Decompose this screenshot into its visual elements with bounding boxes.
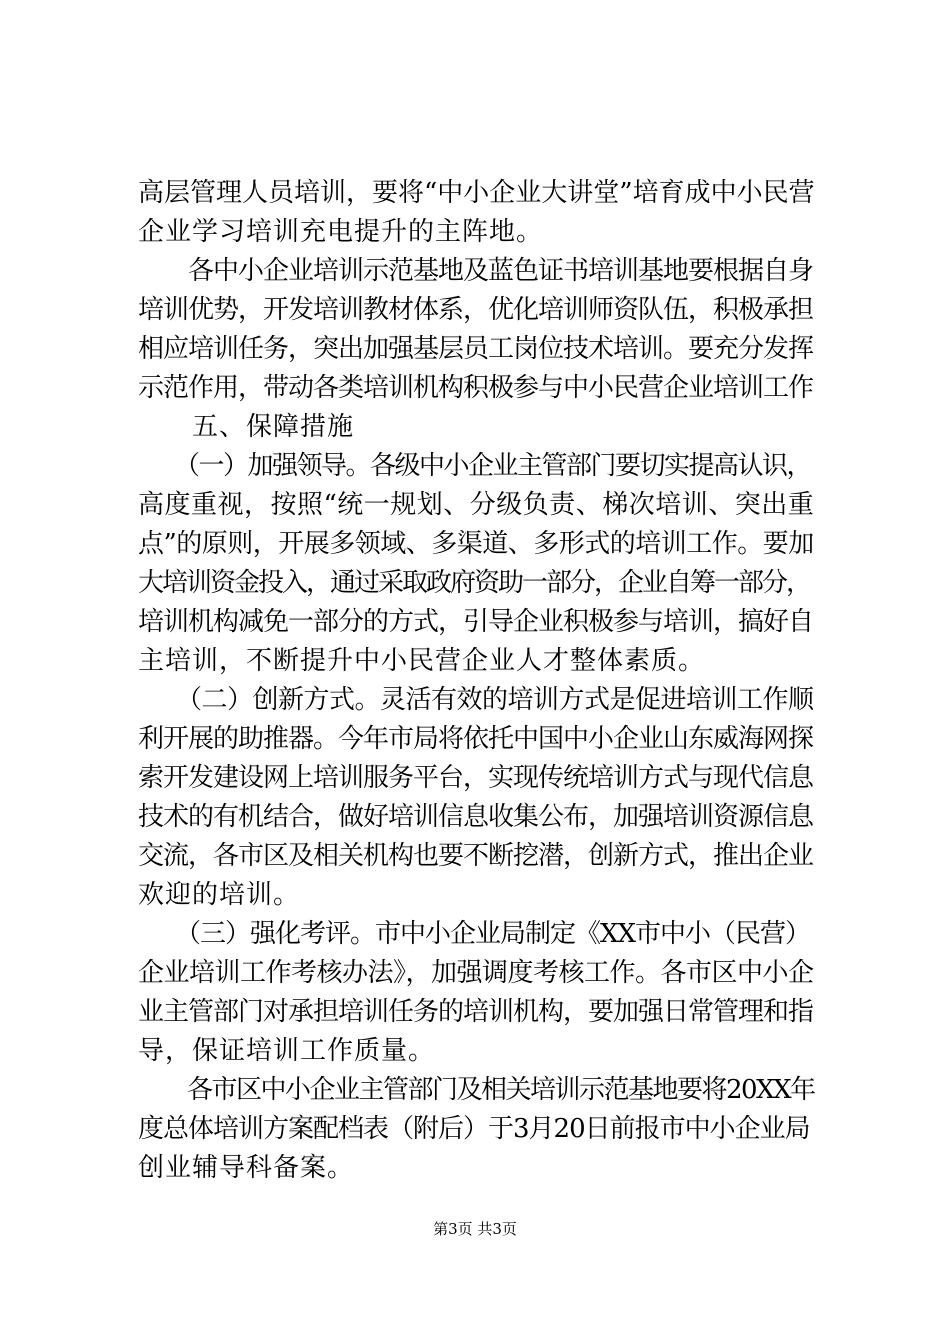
body-line: 企业培训工作考核办法》，加强调度考核工作。各市区中小企 xyxy=(138,958,814,988)
body-line: 高度重视，按照“统一规划、分级负责、梯次培训、突出重 xyxy=(138,490,815,520)
page-number-footer: 第3页 共3页 xyxy=(433,1220,517,1238)
body-line: 各中小企业培训示范基地及蓝色证书培训基地要根据自身 xyxy=(138,256,814,286)
body-line: 培训优势，开发培训教材体系，优化培训师资队伍，积极承担 xyxy=(138,295,814,325)
body-line: 创业辅导科备案。 xyxy=(138,1153,355,1183)
body-line: 度总体培训方案配档表（附后）于3月20日前报市中小企业局 xyxy=(138,1114,810,1144)
body-line: 各市区中小企业主管部门及相关培训示范基地要将20XX年 xyxy=(138,1075,815,1105)
body-line: 导，保证培训工作质量。 xyxy=(138,1036,436,1066)
body-line: 相应培训任务，突出加强基层员工岗位技术培训。要充分发挥 xyxy=(138,334,814,364)
body-line: 高层管理人员培训，要将“中小企业大讲堂”培育成中小民营 xyxy=(138,178,815,208)
body-line: （三）强化考评。市中小企业局制定《XX市中小（民营） xyxy=(138,919,811,949)
body-line: 培训机构减免一部分的方式，引导企业积极参与培训，搞好自 xyxy=(138,607,814,637)
body-line: 示范作用，带动各类培训机构积极参与中小民营企业培训工作 xyxy=(138,373,814,403)
document-body xyxy=(138,174,818,1188)
body-line: 索开发建设网上培训服务平台，实现传统培训方式与现代信息 xyxy=(138,763,814,793)
body-line: （二）创新方式。灵活有效的培训方式是促进培训工作顺 xyxy=(138,685,814,715)
body-line: 业主管部门对承担培训任务的培训机构，要加强日常管理和指 xyxy=(138,997,814,1027)
body-line: 欢迎的培训。 xyxy=(138,880,301,910)
body-line: （一）加强领导。各级中小企业主管部门要切实提高认识， xyxy=(138,451,812,481)
body-line: 交流，各市区及相关机构也要不断挖潜，创新方式，推出企业 xyxy=(138,841,814,871)
body-line: 企业学习培训充电提升的主阵地。 xyxy=(138,217,544,247)
body-line: 主培训，不断提升中小民营企业人才整体素质。 xyxy=(138,646,706,676)
body-line: 技术的有机结合，做好培训信息收集公布，加强培训资源信息 xyxy=(138,802,814,832)
body-line: 利开展的助推器。今年市局将依托中国中小企业山东威海网探 xyxy=(138,724,814,754)
body-line: 点”的原则，开展多领域、多渠道、多形式的培训工作。要加 xyxy=(138,529,814,559)
section-heading: 五、保障措施 xyxy=(138,412,355,442)
body-line: 大培训资金投入，通过采取政府资助一部分，企业自筹一部分， xyxy=(138,568,811,598)
